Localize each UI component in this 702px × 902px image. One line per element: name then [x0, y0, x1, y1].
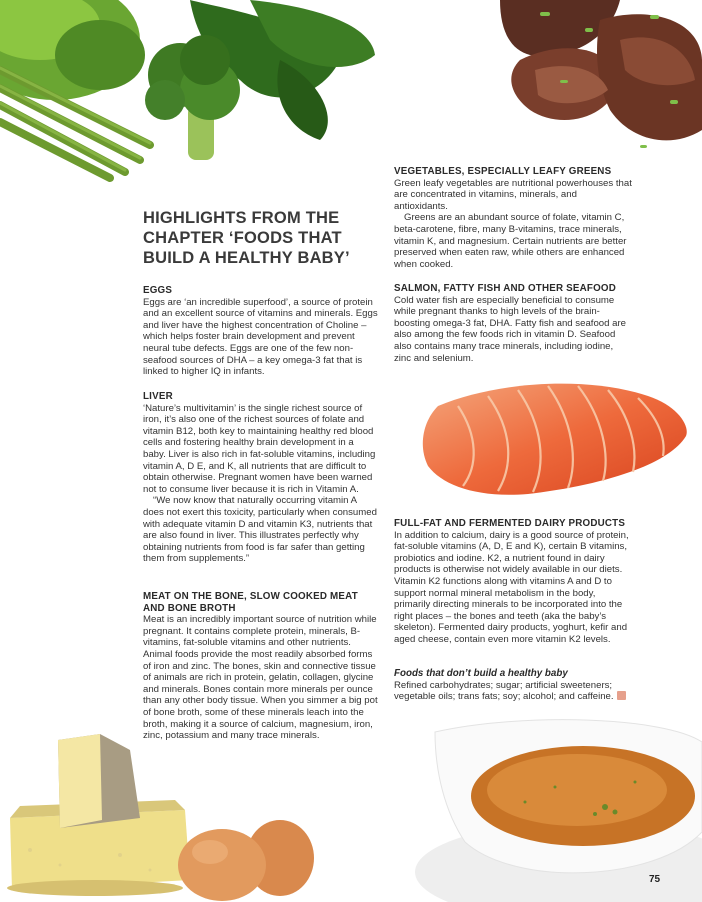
liver-quote: “We now know that naturally occurring vitamin A does not exert this toxicity, particularly when consumed with adequate vitamin D and vitamin K3, nutrients that are also found in liver. This illustrates perfectly why obtaining nutrients from food is far safer than getting them from supplements.”	[143, 495, 377, 565]
liver-body: ‘Nature’s multivitamin’ is the single richest source of iron, it’s also one of the richest sources of folate and vitamin B12, both key to maintaining healthy red blood cells and fostering healthy brain development in a baby. Liver is also rich in fat-soluble vitamins, including vitamin A, D E, and K, all nutrients that are difficult to obtain otherwise. Pregnant women have been warned not to consume liver because it is rich in Vitamin A.	[143, 402, 376, 495]
page-number: 75	[649, 874, 661, 885]
section-fish	[394, 283, 632, 364]
section-avoid	[394, 668, 632, 703]
section-meat	[143, 591, 379, 742]
fish-heading: SALMON, FATTY FISH AND OTHER SEAFOOD	[394, 283, 617, 294]
greens-heading: VEGETABLES, ESPECIALLY LEAFY GREENS	[394, 166, 612, 177]
avoid-body-text: Refined carbohydrates; sugar; artificial sweeteners; vegetable oils; trans fats; soy; alcohol; and caffeine.	[394, 679, 614, 703]
avoid-heading: Foods that don’t build a healthy baby	[394, 668, 568, 679]
section-dairy	[394, 518, 632, 646]
meat-body: Meat is an incredibly important source of nutrition while pregnant. It contains complete protein, minerals, B-vitamins, fat-soluble vitamins and other nutrients. Animal foods provide the most readily absorbed forms of iron and zinc. The bones, skin and connective tissue of animals are rich in protein, gelatin, collagen, glycine and minerals. Bones contain more minerals per ounce than any other body tissue. When you simmer a big pot of bone broth, some of these minerals leach into the broth, making it a source of calcium, magnesium, iron, zinc, potassium and many trace minerals.	[143, 614, 378, 742]
dairy-body: In addition to calcium, dairy is a good source of protein, fat-soluble vitamins (A, D, E and K), certain B vitamins, probiotics and iodine. K2, a nutrient found in dairy products is otherwise not widely available in our diets. Vitamin K2 functions along with vitamins A and D to support normal mineral metabolism in the body, primarily directing minerals to be incorporated into the right places – the bones and teeth (aka the baby’s skeleton). Fermented dairy products, yoghurt, kefir and aged cheese, contain even more vitamin K2 levels.	[394, 529, 629, 645]
end-mark-icon	[617, 691, 626, 700]
meat-heading: MEAT ON THE BONE, SLOW COOKED MEAT AND BONE BROTH	[143, 591, 358, 614]
eggs-body: Eggs are ‘an incredible superfood’, a source of protein and an excellent source of vitamins and minerals. Eggs and liver have the highest concentration of Choline – which helps foster brain development and prevent neural tube defects. Eggs are one of the few non-seafood sources of DHA – a key omega-3 fat that is linked to higher IQ in infants.	[143, 296, 378, 378]
greens-body: Green leafy vegetables are nutritional powerhouses that are concentrated in vitamins, minerals, and antioxidants.	[394, 177, 632, 212]
salmon-image	[418, 376, 690, 500]
liver-image	[500, 0, 702, 160]
section-eggs	[143, 285, 379, 378]
section-greens	[394, 166, 632, 270]
greens-body-2: Greens are an abundant source of folate, vitamin C, beta-carotene, fibre, many B-vitamins, trace minerals, vitamin K, and magnesium. Certain nutrients are better preserved when eaten raw, while others are enhanced when cooked.	[394, 212, 627, 270]
cheese-eggs-image	[0, 730, 330, 902]
eggs-heading: EGGS	[143, 285, 173, 296]
section-liver	[143, 391, 379, 565]
liver-heading: LIVER	[143, 391, 173, 402]
vegetables-image	[0, 0, 380, 185]
fish-body: Cold water fish are especially beneficial to consume while pregnant thanks to high levels of the brain-boosting omega-3 fat, DHA. Fatty fish and seafood are also among the few foods rich in vitamin D. Seafood also contains many trace minerals, including iodine, zinc and selenium.	[394, 294, 626, 364]
dairy-heading: FULL-FAT AND FERMENTED DAIRY PRODUCTS	[394, 518, 626, 529]
avoid-body	[394, 680, 632, 703]
page-title: HIGHLIGHTS FROM THE CHAPTER ‘FOODS THAT BUILD A HEALTHY BABY’	[143, 209, 350, 267]
